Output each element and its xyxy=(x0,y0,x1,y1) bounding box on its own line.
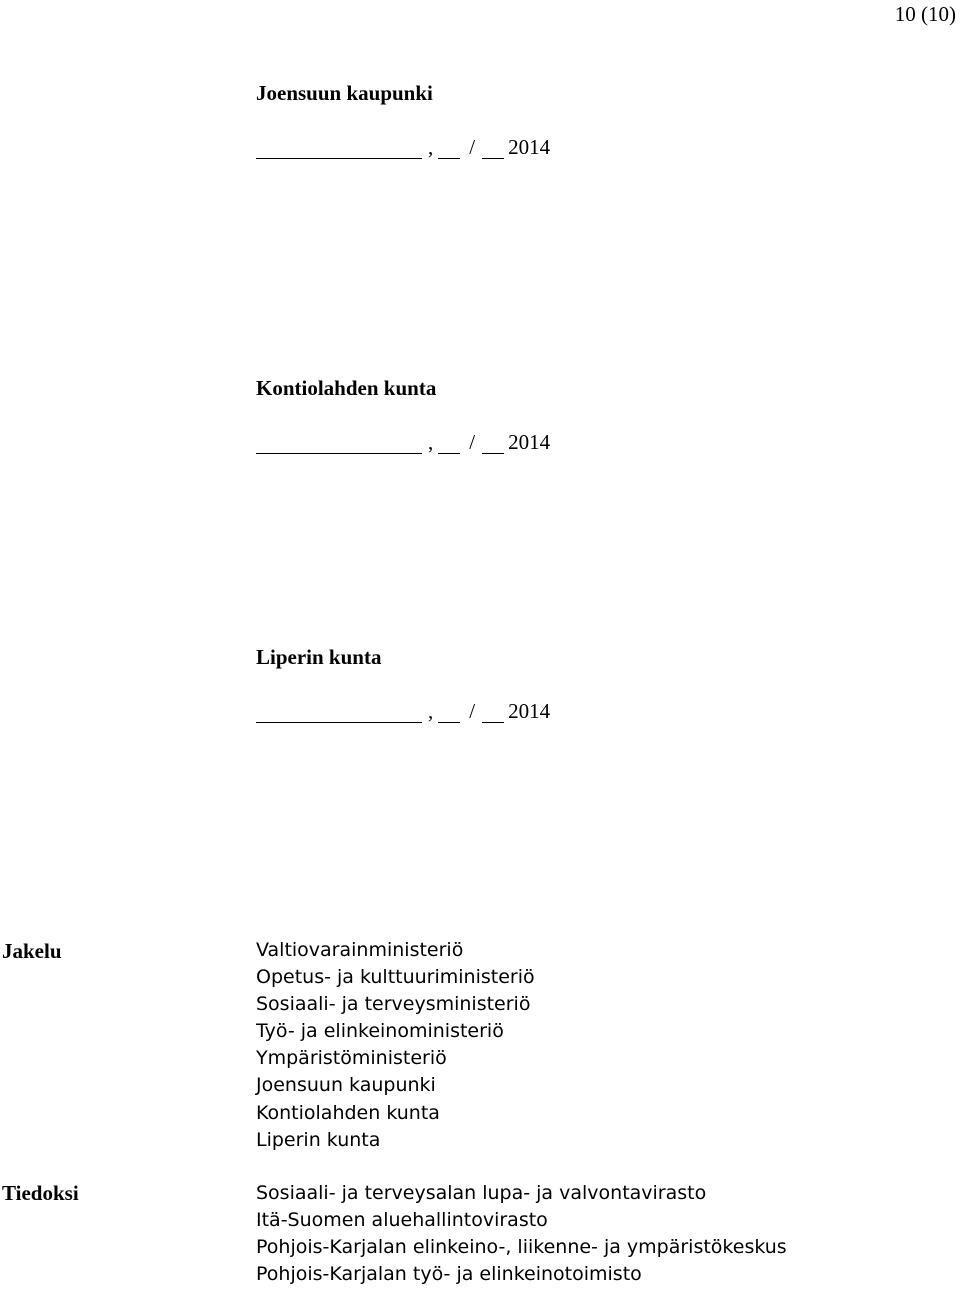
list-item: Itä-Suomen aluehallintovirasto xyxy=(256,1209,548,1232)
list-item: Sosiaali- ja terveysministeriö xyxy=(256,993,531,1016)
signature-block-joensuu xyxy=(256,81,550,159)
list-item: Työ- ja elinkeinoministeriö xyxy=(256,1020,504,1043)
for-information-label: Tiedoksi xyxy=(2,1181,79,1205)
date-year: 2014 xyxy=(508,135,551,159)
month-blank xyxy=(482,140,504,159)
month-blank xyxy=(482,704,504,723)
place-blank xyxy=(256,435,422,454)
distribution-list xyxy=(256,937,535,1154)
date-slash: / xyxy=(469,135,476,159)
day-blank xyxy=(438,140,460,159)
date-year: 2014 xyxy=(508,699,551,723)
date-comma: , xyxy=(428,430,434,454)
signer-name: Kontiolahden kunta xyxy=(256,376,437,400)
list-item: Opetus- ja kulttuuriministeriö xyxy=(256,966,535,989)
list-item: Liperin kunta xyxy=(256,1128,381,1151)
place-blank xyxy=(256,704,422,723)
signature-date-line xyxy=(256,430,550,454)
signature-block-liperi xyxy=(256,645,550,723)
place-blank xyxy=(256,140,422,159)
date-comma: , xyxy=(428,699,434,723)
list-item: Joensuun kaupunki xyxy=(256,1074,436,1097)
day-blank xyxy=(438,435,460,454)
distribution-label: Jakelu xyxy=(2,939,62,963)
list-item: Valtiovarainministeriö xyxy=(256,939,464,961)
list-item: Pohjois-Karjalan työ- ja elinkeinotoimisto xyxy=(256,1263,642,1286)
signer-name: Liperin kunta xyxy=(256,645,382,669)
signature-date-line xyxy=(256,135,550,159)
date-slash: / xyxy=(469,430,476,454)
month-blank xyxy=(482,435,504,454)
list-item: Ympäristöministeriö xyxy=(256,1047,447,1070)
date-slash: / xyxy=(469,699,476,723)
signature-date-line xyxy=(256,699,550,723)
signature-block-kontiolahti xyxy=(256,376,550,454)
date-year: 2014 xyxy=(508,430,551,454)
signer-name: Joensuun kaupunki xyxy=(256,81,433,105)
for-information-list xyxy=(256,1180,787,1288)
day-blank xyxy=(438,704,460,723)
page-number: 10 (10) xyxy=(894,2,956,26)
list-item: Kontiolahden kunta xyxy=(256,1101,440,1124)
list-item: Sosiaali- ja terveysalan lupa- ja valvontavirasto xyxy=(256,1182,707,1204)
date-comma: , xyxy=(428,135,434,159)
list-item: Pohjois-Karjalan elinkeino-, liikenne- ja ympäristökeskus xyxy=(256,1236,787,1259)
